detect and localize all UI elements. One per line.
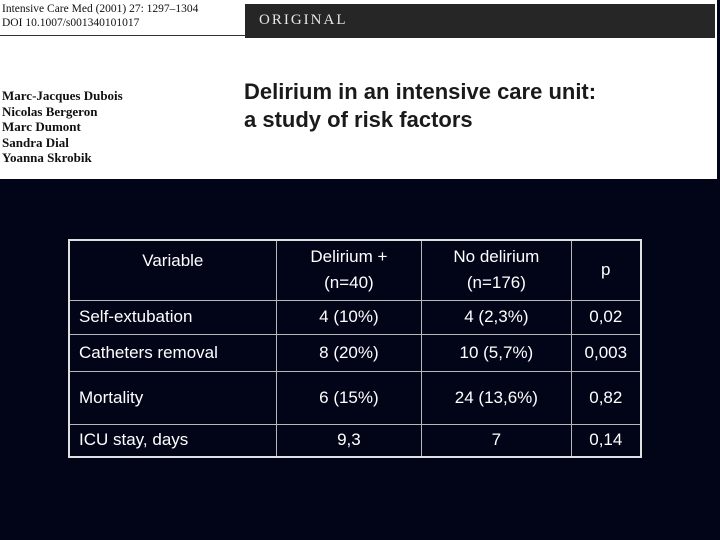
citation-doi: DOI 10.1007/s001340101017 [2,17,140,29]
table-row [69,424,641,457]
cell-delirium: 9,3 [276,424,421,457]
header-delirium-line2: (n=40) [324,273,374,293]
cell-variable: ICU stay, days [69,424,276,457]
cell-delirium: 6 (15%) [276,371,421,424]
author-list [2,88,123,166]
cell-variable: Self-extubation [69,300,276,334]
cell-no-delirium: 10 (5,7%) [422,334,571,371]
cell-delirium: 4 (10%) [276,300,421,334]
table-row [69,334,641,371]
author: Marc-Jacques Dubois [2,88,123,103]
author: Yoanna Skrobik [2,150,92,165]
cell-p: 0,14 [571,424,641,457]
table-row [69,300,641,334]
header-delirium-line1: Delirium + [310,247,388,267]
article-title [244,78,704,134]
divider [0,35,245,36]
article-type-label: ORIGINAL [259,12,348,28]
cell-p: 0,82 [571,371,641,424]
header-no-delirium-line1: No delirium [453,247,540,267]
header-delirium [276,240,421,300]
article-title-line: Delirium in an intensive care unit: [244,79,597,104]
citation [2,2,198,30]
article-type-bar [245,4,715,38]
table-row [69,371,641,424]
header-variable: Variable [69,240,276,300]
cell-variable: Mortality [69,371,276,424]
citation-journal: Intensive Care Med (2001) 27: 1297–1304 [2,3,199,15]
cell-variable: Catheters removal [69,334,276,371]
cell-p: 0,003 [571,334,641,371]
cell-no-delirium: 7 [422,424,571,457]
cell-delirium: 8 (20%) [276,334,421,371]
header-no-delirium-line2: (n=176) [466,273,526,293]
article-title-line: a study of risk factors [244,107,473,132]
cell-no-delirium: 24 (13,6%) [422,371,571,424]
table-header-row [69,240,641,300]
cell-p: 0,02 [571,300,641,334]
author: Sandra Dial [2,134,69,150]
header-no-delirium [422,240,571,300]
author: Nicolas Bergeron [2,103,98,119]
author: Marc Dumont [2,119,81,134]
results-table [68,239,642,458]
header-p: p [571,240,641,300]
article-header [0,0,717,179]
cell-no-delirium: 4 (2,3%) [422,300,571,334]
